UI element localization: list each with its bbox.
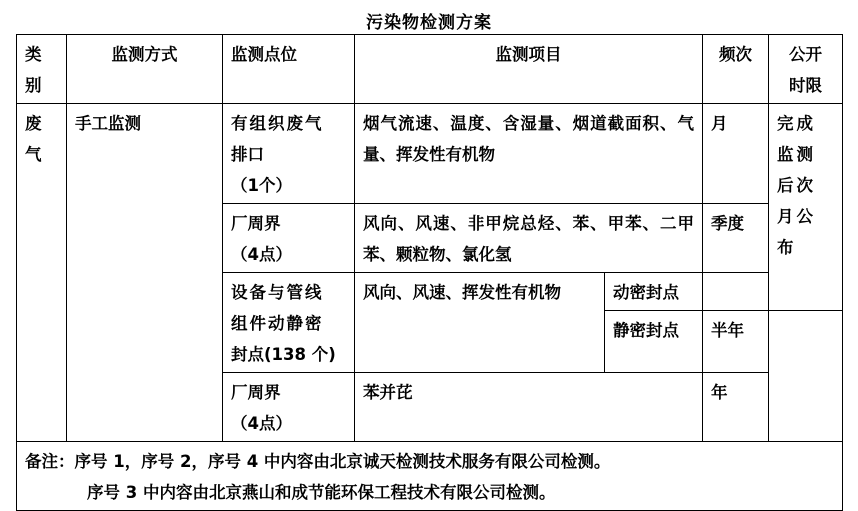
note-cell xyxy=(17,442,843,511)
header-items: 监测项目 xyxy=(355,35,703,104)
note-row xyxy=(17,442,843,511)
note-line-2: 序号 3 中内容由北京燕山和成节能环保工程技术有限公司检测。 xyxy=(87,483,556,502)
header-category: 类 别 xyxy=(17,35,67,104)
location-cell: 有组织废气 排口 （1个） xyxy=(223,104,355,204)
header-row xyxy=(17,35,843,104)
frequency-cell xyxy=(703,273,769,311)
location-cell: 设备与管线 组件动静密 封点(138 个) xyxy=(223,273,355,373)
header-location: 监测点位 xyxy=(223,35,355,104)
items-cell: 苯并芘 xyxy=(355,373,703,442)
header-method: 监测方式 xyxy=(67,35,223,104)
header-frequency: 频次 xyxy=(703,35,769,104)
table-row xyxy=(17,104,843,204)
document-title: 污染物检测方案 xyxy=(366,13,492,33)
items-cell: 风向、风速、非甲烷总烃、苯、甲苯、二甲苯、颗粒物、氯化氢 xyxy=(355,204,703,273)
sub-label-static: 静密封点 xyxy=(605,311,703,373)
items-cell: 风向、风速、挥发性有机物 xyxy=(355,273,605,373)
disclosure-cell: 完成 监测 后次 月公 布 xyxy=(769,104,843,311)
items-cell: 烟气流速、温度、含湿量、烟道截面积、气量、挥发性有机物 xyxy=(355,104,703,204)
location-cell: 厂周界 （4点） xyxy=(223,373,355,442)
sub-label-dynamic: 动密封点 xyxy=(605,273,703,311)
category-cell: 废 气 xyxy=(17,104,67,442)
frequency-cell: 月 xyxy=(703,104,769,204)
note-line-1: 备注：序号 1，序号 2，序号 4 中内容由北京诚天检测技术服务有限公司检测。 xyxy=(25,452,611,471)
frequency-cell: 半年 xyxy=(703,311,769,373)
monitoring-plan-table xyxy=(16,34,843,511)
location-cell: 厂周界 （4点） xyxy=(223,204,355,273)
disclosure-blank-cell xyxy=(769,311,843,442)
frequency-cell: 季度 xyxy=(703,204,769,273)
header-disclosure: 公开 时限 xyxy=(769,35,843,104)
frequency-cell: 年 xyxy=(703,373,769,442)
method-cell: 手工监测 xyxy=(67,104,223,442)
